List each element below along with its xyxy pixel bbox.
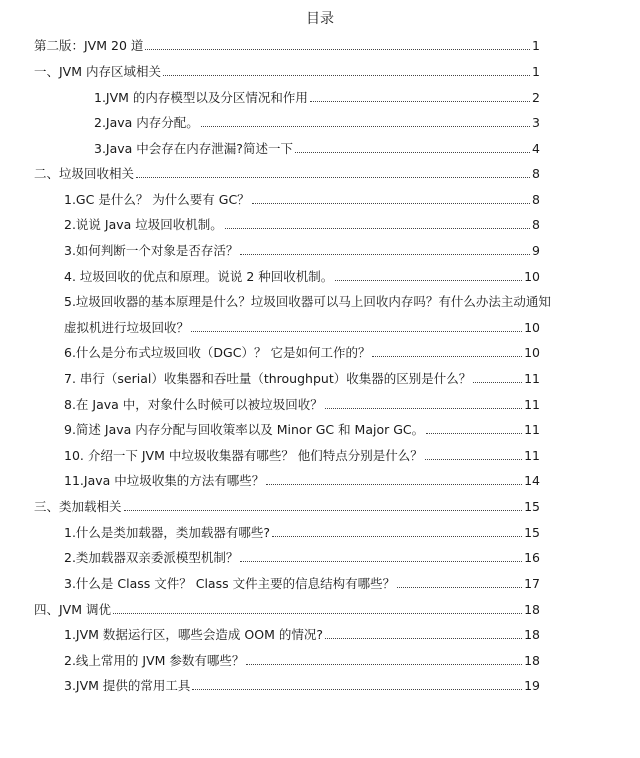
toc-entry-text: 4. 垃圾回收的优点和原理。说说 2 种回收机制。 (64, 269, 334, 284)
toc-entry-4-3[interactable] (64, 678, 540, 694)
toc-page-number: 17 (524, 576, 540, 591)
toc-entry-2-8[interactable] (64, 397, 540, 413)
toc-entry-2-11[interactable] (64, 473, 540, 489)
toc-entry-3-2[interactable] (64, 550, 540, 566)
toc-entry-3-3[interactable] (64, 576, 540, 592)
toc-leader-dots (335, 280, 522, 281)
toc-page-number: 4 (532, 141, 540, 156)
toc-page-number: 14 (524, 473, 540, 488)
toc-entry-text: 二、垃圾回收相关 (34, 166, 135, 181)
toc-entry-version-2[interactable] (34, 38, 540, 54)
toc-entry-2-4[interactable] (64, 269, 540, 285)
toc-leader-dots (425, 459, 522, 460)
toc-entry-section-1[interactable] (34, 64, 540, 80)
toc-entry-text: 3.JVM 提供的常用工具 (64, 678, 191, 693)
toc-leader-dots (426, 433, 522, 434)
toc-page-number: 18 (524, 602, 540, 617)
toc-entry-text: 3.Java 中会存在内存泄漏?简述一下 (94, 141, 293, 156)
toc-leader-dots (246, 664, 522, 665)
toc-entry-text: 7. 串行（serial）收集器和吞吐量（throughput）收集器的区别是什么？ (64, 371, 472, 386)
toc-leader-dots (252, 203, 530, 204)
toc-entry-text: 2.线上常用的 JVM 参数有哪些？ (64, 653, 245, 668)
toc-entry-text: 1.GC 是什么？ 为什么要有 GC？ (64, 192, 250, 207)
toc-page-number: 18 (524, 627, 540, 642)
toc-leader-dots (136, 177, 530, 178)
toc-entry-section-4[interactable] (34, 602, 540, 618)
toc-entry-text: 3.如何判断一个对象是否存活？ (64, 243, 239, 258)
toc-entry-1-3[interactable] (94, 141, 540, 157)
toc-entry-text: 6.什么是分布式垃圾回收（DGC）？ 它是如何工作的？ (64, 345, 371, 360)
toc-page-number: 9 (532, 243, 540, 258)
toc-leader-dots (295, 152, 530, 153)
toc-entry-2-1[interactable] (64, 192, 540, 208)
toc-leader-dots (113, 613, 522, 614)
toc-leader-dots (473, 382, 522, 383)
toc-title: 目录 (306, 11, 334, 27)
toc-page-number: 10 (524, 320, 540, 335)
toc-leader-dots (201, 126, 530, 127)
toc-entry-3-1[interactable] (64, 525, 540, 541)
toc-leader-dots (372, 356, 522, 357)
toc-leader-dots (145, 49, 530, 50)
toc-leader-dots (266, 484, 522, 485)
toc-page-number: 18 (524, 653, 540, 668)
toc-entry-text: 1.JVM 数据运行区，哪些会造成 OOM 的情况? (64, 627, 323, 642)
toc-entry-section-3[interactable] (34, 499, 540, 515)
toc-entry-text: 第二版：JVM 20 道 (34, 38, 144, 53)
toc-entry-2-10[interactable] (64, 448, 540, 464)
toc-page-number: 11 (524, 422, 540, 437)
toc-entry-text: 1.JVM 的内存模型以及分区情况和作用 (94, 90, 308, 105)
toc-entry-1-2[interactable] (94, 115, 540, 131)
toc-leader-dots (272, 536, 522, 537)
toc-page-number: 11 (524, 371, 540, 386)
toc-page-number: 2 (532, 90, 540, 105)
toc-entry-1-1[interactable] (94, 90, 540, 106)
toc-leader-dots (163, 75, 530, 76)
toc-page-number: 8 (532, 217, 540, 232)
toc-entry-4-1[interactable] (64, 627, 540, 643)
toc-entry-text: 5.垃圾回收器的基本原理是什么？垃圾回收器可以马上回收内存吗？有什么办法主动通知 (64, 294, 551, 309)
toc-page-number: 11 (524, 448, 540, 463)
toc-page-number: 1 (532, 38, 540, 53)
toc-leader-dots (192, 689, 522, 690)
toc-page-number: 8 (532, 192, 540, 207)
toc-page-number: 3 (532, 115, 540, 130)
toc-leader-dots (240, 254, 530, 255)
toc-entry-text: 9.简述 Java 内存分配与回收策率以及 Minor GC 和 Major GC。 (64, 422, 425, 437)
toc-page-number: 15 (524, 525, 540, 540)
toc-leader-dots (225, 228, 530, 229)
toc-page-number: 16 (524, 550, 540, 565)
toc-entry-2-3[interactable] (64, 243, 540, 259)
toc-entry-text: 四、JVM 调优 (34, 602, 111, 617)
toc-entry-text: 3.什么是 Class 文件？ Class 文件主要的信息结构有哪些？ (64, 576, 396, 591)
toc-entry-2-5[interactable] (64, 294, 551, 336)
toc-entry-4-2[interactable] (64, 653, 540, 669)
toc-entry-text-continued: 虚拟机进行垃圾回收？ (64, 320, 190, 335)
toc-entry-text: 8.在 Java 中，对象什么时候可以被垃圾回收？ (64, 397, 323, 412)
toc-entry-2-2[interactable] (64, 217, 540, 233)
toc-leader-dots (124, 510, 523, 511)
toc-leader-dots (325, 408, 522, 409)
toc-page-number: 1 (532, 64, 540, 79)
toc-entry-text: 11.Java 中垃圾收集的方法有哪些？ (64, 473, 265, 488)
toc-entry-text: 1.什么是类加载器，类加载器有哪些? (64, 525, 271, 540)
toc-entry-line2 (64, 320, 540, 336)
toc-entry-text: 2.类加载器双亲委派模型机制？ (64, 550, 239, 565)
toc-page-number: 10 (524, 345, 540, 360)
toc-entry-text: 10. 介绍一下 JVM 中垃圾收集器有哪些？ 他们特点分别是什么？ (64, 448, 423, 463)
toc-entry-text: 2.Java 内存分配。 (94, 115, 199, 130)
toc-page-number: 19 (524, 678, 540, 693)
toc-page-number: 11 (524, 397, 540, 412)
toc-entry-text: 2.说说 Java 垃圾回收机制。 (64, 217, 223, 232)
toc-entry-2-6[interactable] (64, 345, 540, 361)
toc-leader-dots (310, 101, 530, 102)
toc-entry-section-2[interactable] (34, 166, 540, 182)
toc-leader-dots (191, 331, 522, 332)
toc-page-number: 8 (532, 166, 540, 181)
toc-entry-text: 一、JVM 内存区域相关 (34, 64, 161, 79)
toc-leader-dots (240, 561, 522, 562)
toc-entry-text: 三、类加载相关 (34, 499, 122, 514)
toc-leader-dots (397, 587, 522, 588)
toc-entry-2-7[interactable] (64, 371, 540, 387)
toc-page-number: 15 (524, 499, 540, 514)
toc-page-number: 10 (524, 269, 540, 284)
toc-leader-dots (325, 638, 522, 639)
toc-entry-2-9[interactable] (64, 422, 540, 438)
